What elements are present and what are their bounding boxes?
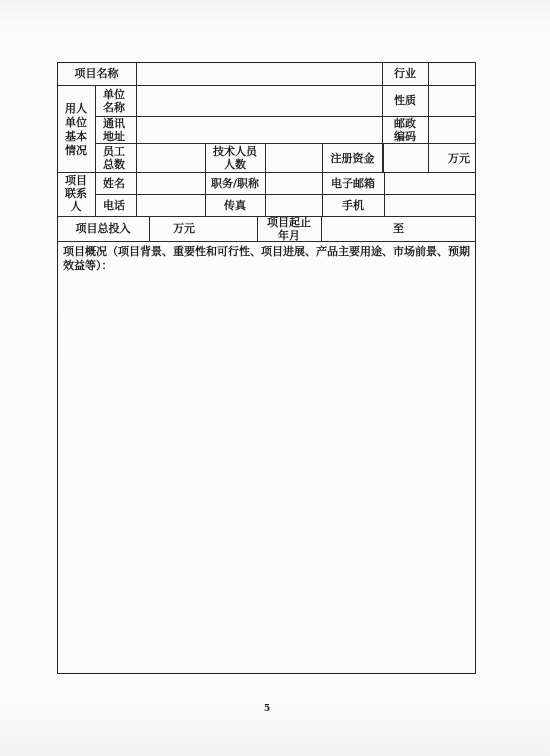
col-divider bbox=[384, 172, 385, 216]
tech-staff-label-1: 技术人员 bbox=[213, 145, 257, 158]
row-divider bbox=[95, 143, 476, 144]
period-to-label: 至 bbox=[393, 222, 404, 235]
address-label-2: 地址 bbox=[103, 130, 125, 143]
postcode-label-1: 邮政 bbox=[394, 117, 416, 130]
unit-name-label-1: 单位 bbox=[103, 88, 125, 101]
staff-total-label-2: 总数 bbox=[103, 158, 125, 171]
col-divider bbox=[428, 62, 429, 172]
registered-capital-label: 注册资金 bbox=[330, 152, 375, 165]
postcode-label-2: 编码 bbox=[394, 130, 416, 143]
unit-name-label-2: 名称 bbox=[103, 101, 125, 114]
project-name-label: 项目名称 bbox=[74, 67, 119, 80]
investment-unit: 万元 bbox=[173, 222, 195, 235]
row-divider bbox=[57, 85, 476, 86]
col-divider bbox=[95, 85, 96, 216]
tech-staff-label-2: 人数 bbox=[224, 158, 246, 171]
nature-label: 性质 bbox=[394, 94, 416, 107]
unit-info-label-2: 单位 bbox=[65, 116, 87, 129]
contact-label-2: 联系 bbox=[65, 187, 87, 200]
col-divider bbox=[383, 143, 384, 172]
address-label-1: 通讯 bbox=[103, 117, 125, 130]
unit-info-label-4: 情况 bbox=[65, 144, 87, 157]
col-divider bbox=[265, 143, 266, 216]
row-divider bbox=[57, 172, 476, 173]
fax-label: 传真 bbox=[224, 199, 246, 212]
staff-total-label-1: 员工 bbox=[103, 145, 125, 158]
registered-capital-unit: 万元 bbox=[448, 152, 470, 165]
row-divider bbox=[95, 194, 476, 195]
period-label-1: 项目起止 bbox=[267, 216, 311, 229]
period-label-2: 年月 bbox=[278, 229, 300, 242]
project-overview-label: 项目概况（项目背景、重要性和可行性、项目进展、产品主要用途、市场前景、预期效益等）： bbox=[63, 245, 470, 272]
unit-info-label-3: 基本 bbox=[65, 130, 87, 143]
page-number: 5 bbox=[263, 704, 271, 714]
contact-label-3: 人 bbox=[70, 200, 82, 213]
industry-label: 行业 bbox=[394, 67, 416, 80]
phone-label: 电话 bbox=[103, 199, 125, 212]
mobile-label: 手机 bbox=[342, 199, 364, 212]
contact-label-1: 项目 bbox=[65, 174, 87, 187]
position-label: 职务/职称 bbox=[210, 177, 260, 190]
col-divider bbox=[136, 62, 137, 216]
unit-info-label-1: 用人 bbox=[65, 102, 87, 115]
name-label: 姓名 bbox=[103, 177, 125, 190]
email-label: 电子邮箱 bbox=[331, 177, 375, 190]
col-divider bbox=[149, 216, 150, 241]
investment-label: 项目总投入 bbox=[75, 222, 131, 235]
